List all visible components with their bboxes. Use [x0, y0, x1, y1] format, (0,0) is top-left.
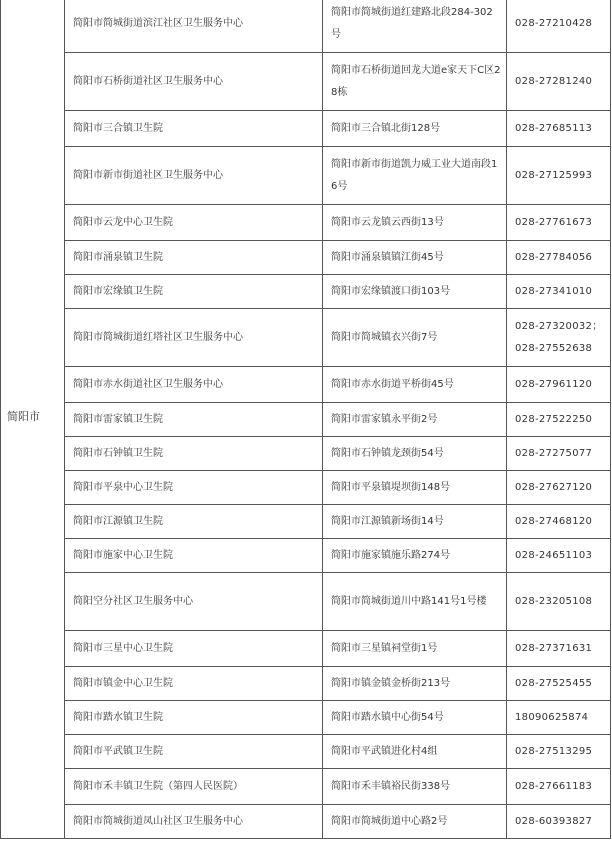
phone-cell: 028-27371631 — [507, 631, 611, 667]
name-cell: 简阳市简城街道凤山社区卫生服务中心 — [65, 805, 323, 839]
name-cell: 简阳市石钟镇卫生院 — [65, 437, 323, 471]
phone-cell: 028-27320032；028-27552638 — [507, 309, 611, 367]
name-cell: 简阳市涌泉镇卫生院 — [65, 241, 323, 275]
table-row — [1, 241, 611, 275]
phone-cell: 028-60393827 — [507, 805, 611, 839]
name-cell: 简阳市简城街道红塔社区卫生服务中心 — [65, 309, 323, 367]
phone-cell: 028-27961120 — [507, 367, 611, 403]
name-cell: 简阳市宏缘镇卫生院 — [65, 275, 323, 309]
name-cell: 简阳市镇金中心卫生院 — [65, 667, 323, 701]
name-cell: 简阳市踏水镇卫生院 — [65, 701, 323, 735]
address-cell: 简阳市镇金镇金桥街213号 — [323, 667, 507, 701]
phone-cell: 028-27685113 — [507, 111, 611, 147]
table-row — [1, 573, 611, 631]
phone-cell: 028-24651103 — [507, 539, 611, 573]
name-cell: 简阳市石桥街道社区卫生服务中心 — [65, 53, 323, 111]
address-cell: 简阳市云龙镇云西街13号 — [323, 205, 507, 241]
table-row — [1, 275, 611, 309]
clinic-table-body — [1, 0, 611, 839]
name-cell: 简阳市平泉中心卫生院 — [65, 471, 323, 505]
name-cell: 简阳市新市街道社区卫生服务中心 — [65, 147, 323, 205]
table-row — [1, 0, 611, 53]
phone-cell: 028-27281240 — [507, 53, 611, 111]
table-row — [1, 701, 611, 735]
table-row — [1, 147, 611, 205]
address-cell: 简阳市简城街道红建路北段284-302号 — [323, 0, 507, 53]
table-row — [1, 367, 611, 403]
phone-cell: 028-27661183 — [507, 769, 611, 805]
phone-cell: 028-27627120 — [507, 471, 611, 505]
phone-cell: 028-23205108 — [507, 573, 611, 631]
address-cell: 简阳市石桥街道回龙大道e家天下C区28栋 — [323, 53, 507, 111]
name-cell: 简阳市三星中心卫生院 — [65, 631, 323, 667]
phone-cell: 028-27341010 — [507, 275, 611, 309]
address-cell: 简阳市石钟镇龙颈街54号 — [323, 437, 507, 471]
phone-cell: 028-27468120 — [507, 505, 611, 539]
name-cell: 简阳市禾丰镇卫生院（第四人民医院） — [65, 769, 323, 805]
table-row — [1, 471, 611, 505]
address-cell: 简阳市雷家镇永平街2号 — [323, 403, 507, 437]
address-cell: 简阳市三星镇祠堂街1号 — [323, 631, 507, 667]
address-cell: 简阳市简城街道川中路141号1号楼 — [323, 573, 507, 631]
name-cell: 简阳市平武镇卫生院 — [65, 735, 323, 769]
address-cell: 简阳市江源镇新场街14号 — [323, 505, 507, 539]
table-row — [1, 805, 611, 839]
phone-cell: 028-27210428 — [507, 0, 611, 53]
phone-cell: 028-27761673 — [507, 205, 611, 241]
table-row — [1, 111, 611, 147]
region-cell: 简阳市 — [1, 0, 65, 839]
phone-cell: 028-27525455 — [507, 667, 611, 701]
address-cell: 简阳市宏缘镇渡口街103号 — [323, 275, 507, 309]
phone-cell: 028-27784056 — [507, 241, 611, 275]
address-cell: 简阳市涌泉镇镇江街45号 — [323, 241, 507, 275]
address-cell: 简阳市施家镇施乐路274号 — [323, 539, 507, 573]
phone-cell: 028-27522250 — [507, 403, 611, 437]
table-row — [1, 505, 611, 539]
phone-cell: 028-27125993 — [507, 147, 611, 205]
address-cell: 简阳市简城街道中心路2号 — [323, 805, 507, 839]
table-row — [1, 437, 611, 471]
name-cell: 简阳市云龙中心卫生院 — [65, 205, 323, 241]
address-cell: 简阳市平泉镇堤坝街148号 — [323, 471, 507, 505]
phone-cell: 028-27513295 — [507, 735, 611, 769]
table-row — [1, 769, 611, 805]
table-row — [1, 53, 611, 111]
address-cell: 简阳市踏水镇中心街54号 — [323, 701, 507, 735]
address-cell: 简阳市平武镇进化村4组 — [323, 735, 507, 769]
table-row — [1, 667, 611, 701]
address-cell: 简阳市三合镇北街128号 — [323, 111, 507, 147]
phone-cell: 028-27275077 — [507, 437, 611, 471]
table-row — [1, 539, 611, 573]
name-cell: 简阳市简城街道滨江社区卫生服务中心 — [65, 0, 323, 53]
name-cell: 简阳市雷家镇卫生院 — [65, 403, 323, 437]
address-cell: 简阳市简城镇衣兴街7号 — [323, 309, 507, 367]
address-cell: 简阳市禾丰镇裕民街338号 — [323, 769, 507, 805]
table-row — [1, 309, 611, 367]
address-cell: 简阳市新市街道凯力威工业大道南段16号 — [323, 147, 507, 205]
name-cell: 简阳空分社区卫生服务中心 — [65, 573, 323, 631]
table-row — [1, 631, 611, 667]
table-row — [1, 735, 611, 769]
table-row — [1, 205, 611, 241]
address-cell: 简阳市赤水街道平桥街45号 — [323, 367, 507, 403]
phone-cell: 18090625874 — [507, 701, 611, 735]
name-cell: 简阳市三合镇卫生院 — [65, 111, 323, 147]
name-cell: 简阳市江源镇卫生院 — [65, 505, 323, 539]
name-cell: 简阳市施家中心卫生院 — [65, 539, 323, 573]
name-cell: 简阳市赤水街道社区卫生服务中心 — [65, 367, 323, 403]
table-row — [1, 403, 611, 437]
